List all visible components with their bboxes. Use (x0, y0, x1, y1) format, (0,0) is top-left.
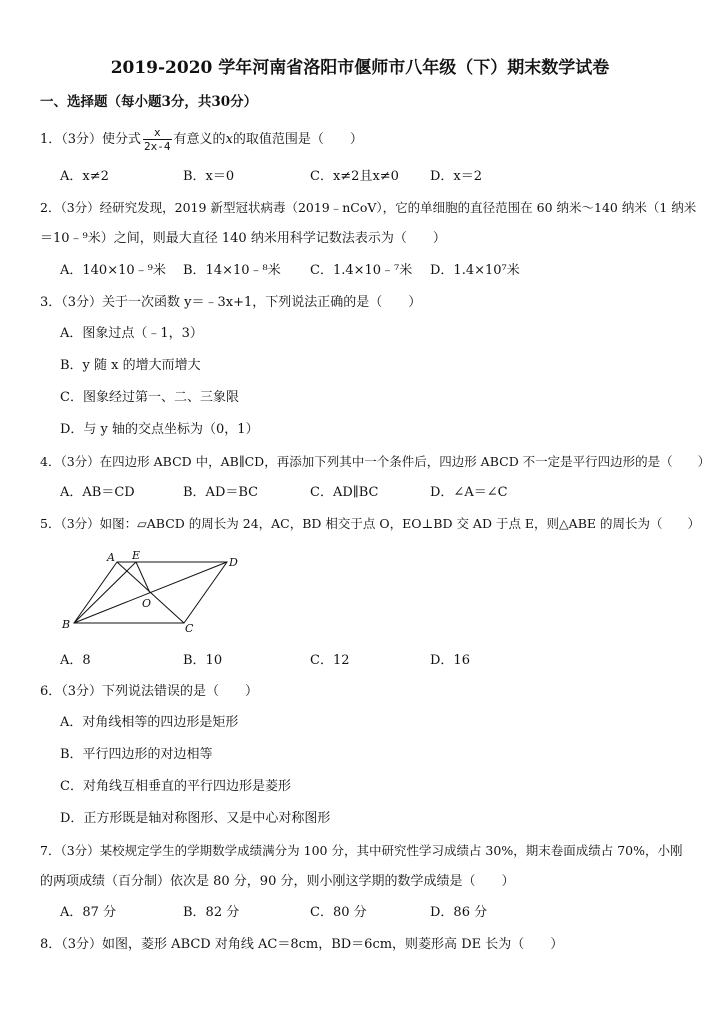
q3-option-d: D．与 y 轴的交点坐标为（0，1） (60, 422, 259, 437)
q3-option-c: C．图象经过第一、二、三象限 (60, 390, 239, 405)
q3-option-a: A．图象过点（﹣1，3） (60, 326, 203, 341)
question-3: 3．（3分）关于一次函数 y＝﹣3x+1，下列说法正确的是（ ） (40, 295, 422, 310)
question-8: 8．（3分）如图，菱形 ABCD 对角线 AC＝8cm，BD＝6cm，则菱形高 DE 长为（ ） (40, 937, 564, 952)
question-1-prefix: 1．（3分）使分式 (40, 132, 142, 147)
label-c: C (185, 622, 194, 635)
question-2-line-1: 2．（3分）经研究发现，2019 新型冠状病毒（2019﹣nCoV），它的单细胞的直径范围在 60 纳米～140 纳米（1 纳米 (40, 200, 697, 215)
parallelogram-figure (60, 548, 250, 638)
fraction-numerator: x (143, 126, 172, 140)
segment-eo (136, 562, 150, 593)
fraction-denominator: 2x-4 (144, 140, 171, 153)
q6-option-c: C．对角线互相垂直的平行四边形是菱形 (60, 779, 291, 794)
page-title: 2019-2020 学年河南省洛阳市偃师市八年级（下）期末数学试卷 (110, 58, 610, 78)
q7-option-d: D．86 分 (430, 905, 488, 920)
q5-option-a: A．8 (60, 653, 91, 668)
q5-option-d: D．16 (430, 653, 470, 668)
q4-option-a: A．AB＝CD (60, 485, 135, 500)
label-b: B (62, 618, 71, 631)
q4-option-b: B．AD＝BC (183, 485, 259, 500)
question-1 (40, 126, 363, 153)
q3-option-b: B．y 随 x 的增大而增大 (60, 358, 201, 373)
q5-option-b: B．10 (183, 653, 223, 668)
label-e: E (132, 549, 141, 562)
q6-option-a: A．对角线相等的四边形是矩形 (60, 715, 239, 730)
diagonal-bd (74, 562, 227, 623)
question-4: 4．（3分）在四边形 ABCD 中，AB∥CD，再添加下列其中一个条件后，四边形 ABCD 不一定是平行四边形的是（ ） (40, 454, 711, 469)
q4-option-c: C．AD∥BC (310, 485, 379, 500)
question-7-line-1: 7．（3分）某校规定学生的学期数学成绩满分为 100 分，其中研究性学习成绩占 30%，期末卷面成绩占 70%，小刚 (40, 843, 683, 858)
q1-option-d: D．x＝2 (430, 169, 483, 184)
section-heading: 一、选择题（每小题3分，共30分） (40, 94, 258, 110)
q1-option-a: A．x≠2 (60, 169, 109, 184)
question-7-line-2: 的两项成绩（百分制）依次是 80 分，90 分，则小刚这学期的数学成绩是（ ） (40, 874, 515, 889)
q6-option-d: D．正方形既是轴对称图形、又是中心对称图形 (60, 811, 331, 826)
q4-option-d: D．∠A＝∠C (430, 485, 508, 500)
q7-option-b: B．82 分 (183, 905, 240, 920)
q7-option-a: A．87 分 (60, 905, 117, 920)
question-5: 5．（3分）如图：▱ABCD 的周长为 24，AC，BD 相交于点 O，EO⊥BD 交 AD 于点 E，则△ABE 的周长为（ ） (40, 516, 700, 531)
q2-option-b: B．14×10﹣⁸米 (183, 263, 281, 278)
q1-option-b: B．x＝0 (183, 169, 235, 184)
question-6: 6．（3分）下列说法错误的是（ ） (40, 684, 259, 699)
q2-option-c: C．1.4×10﹣⁷米 (310, 263, 413, 278)
question-1-middle: 有意义的 (173, 132, 226, 147)
question-1-variable: x (225, 132, 233, 147)
label-a: A (107, 551, 115, 564)
q1-option-c: C．x≠2且x≠0 (310, 169, 399, 184)
question-1-suffix: 的取值范围是（ ） (232, 132, 363, 147)
q2-option-d: D．1.4×10⁷米 (430, 263, 520, 278)
label-d: D (229, 556, 238, 569)
q5-option-c: C．12 (310, 653, 350, 668)
question-2-line-2: ＝10﹣⁹米）之间，则最大直径 140 纳米用科学记数法表示为（ ） (40, 231, 446, 246)
label-o: O (142, 597, 152, 610)
fraction (143, 126, 172, 153)
q7-option-c: C．80 分 (310, 905, 367, 920)
q2-option-a: A．140×10﹣⁹米 (60, 263, 166, 278)
q6-option-b: B．平行四边形的对边相等 (60, 747, 213, 762)
segment-be (74, 562, 136, 623)
